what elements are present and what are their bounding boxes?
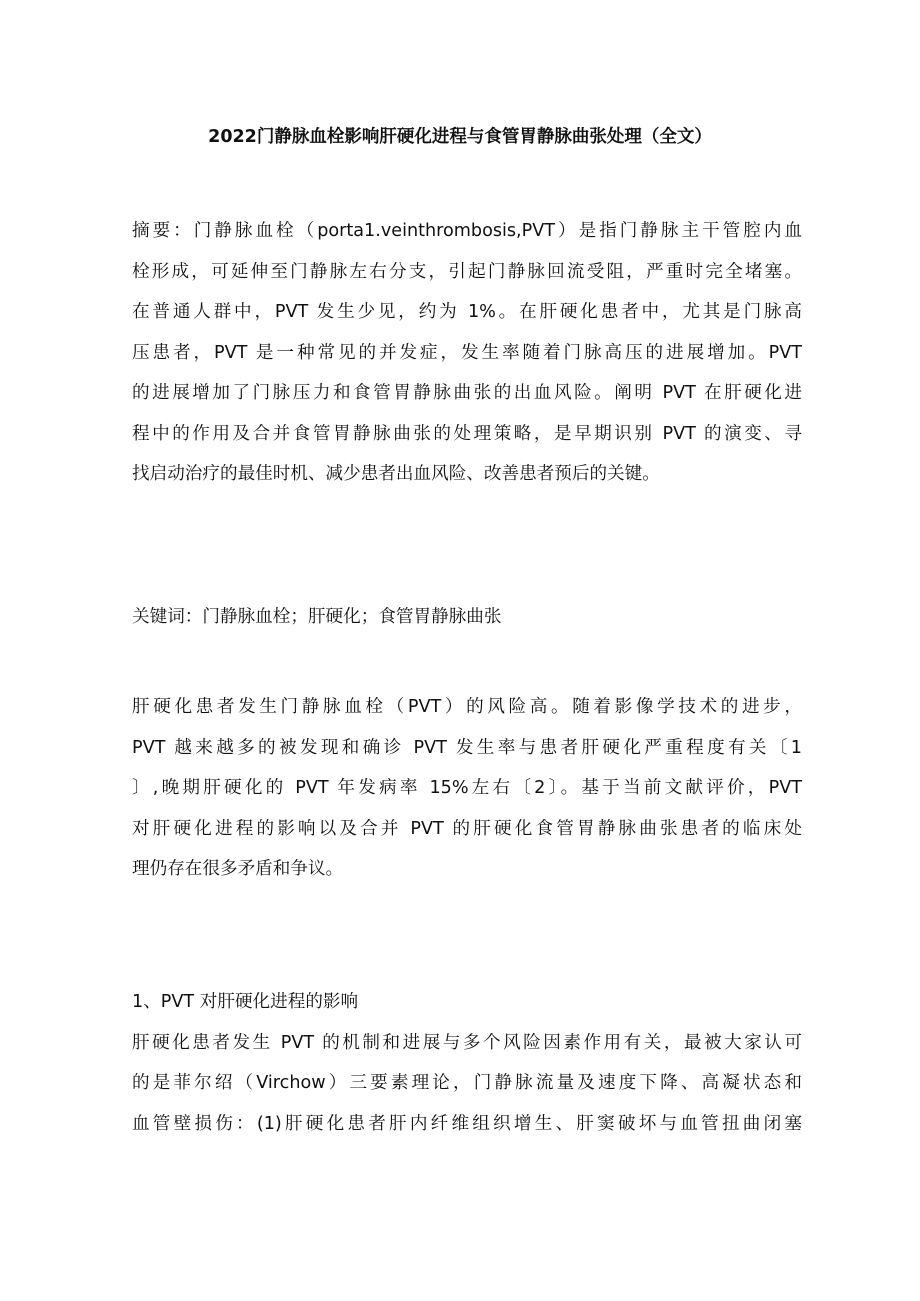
intro-line: 理仍存在很多矛盾和争议。 (132, 859, 344, 879)
keywords-paragraph (132, 597, 802, 638)
section-1-heading: 1、PVT 对肝硬化进程的影响 (132, 992, 359, 1012)
intro-line: 对肝硬化进程的影响以及合并 PVT 的肝硬化食管胃静脉曲张患者的临床处 (132, 818, 802, 839)
abstract-line: 找启动治疗的最佳时机、减少患者出血风险、改善患者预后的关键。 (132, 464, 660, 484)
intro-paragraph (132, 687, 802, 890)
abstract-line: 在普通人群中，PVT 发生少见，约为 1%。在肝硬化患者中，尤其是门脉高 (132, 302, 802, 322)
keywords-line: 关键词：门静脉血栓；肝硬化；食管胃静脉曲张 (132, 607, 502, 627)
section-1-line: 肝硬化患者发生 PVT 的机制和进展与多个风险因素作用有关，最被大家认可 (132, 1032, 802, 1053)
abstract-line: 的进展增加了门脉压力和食管胃静脉曲张的出血风险。阐明 PVT 在肝硬化进 (132, 383, 802, 403)
abstract-line: 摘要：门静脉血栓（porta1.veinthrombosis,PVT）是指门静脉主干管腔内血 (132, 221, 802, 241)
intro-line: 〕,晚期肝硬化的 PVT 年发病率 15%左右〔2〕。基于当前文献评价，PVT (132, 778, 802, 798)
abstract-paragraph (132, 211, 802, 495)
abstract-line: 压患者，PVT 是一种常见的并发症，发生率随着门脉高压的进展增加。PVT (132, 342, 802, 363)
section-1-line: 血管壁损伤：(1)肝硬化患者肝内纤维组织增生、肝窦破坏与血管扭曲闭塞 (132, 1113, 802, 1134)
abstract-line: 栓形成，可延伸至门静脉左右分支，引起门静脉回流受阻，严重时完全堵塞。 (132, 261, 802, 282)
intro-line: 肝硬化患者发生门静脉血栓（PVT）的风险高。随着影像学技术的进步， (132, 697, 802, 717)
intro-line: PVT 越来越多的被发现和确诊 PVT 发生率与患者肝硬化严重程度有关〔1 (132, 737, 802, 758)
document-title: 2022门静脉血栓影响肝硬化进程与食管胃静脉曲张处理（全文） (208, 127, 712, 147)
section-1-line: 的是菲尔绍（Virchow）三要素理论，门静脉流量及速度下降、高凝状态和 (132, 1073, 802, 1093)
section-1 (132, 982, 802, 1144)
abstract-line: 程中的作用及合并食管胃静脉曲张的处理策略，是早期识别 PVT 的演变、寻 (132, 423, 802, 444)
